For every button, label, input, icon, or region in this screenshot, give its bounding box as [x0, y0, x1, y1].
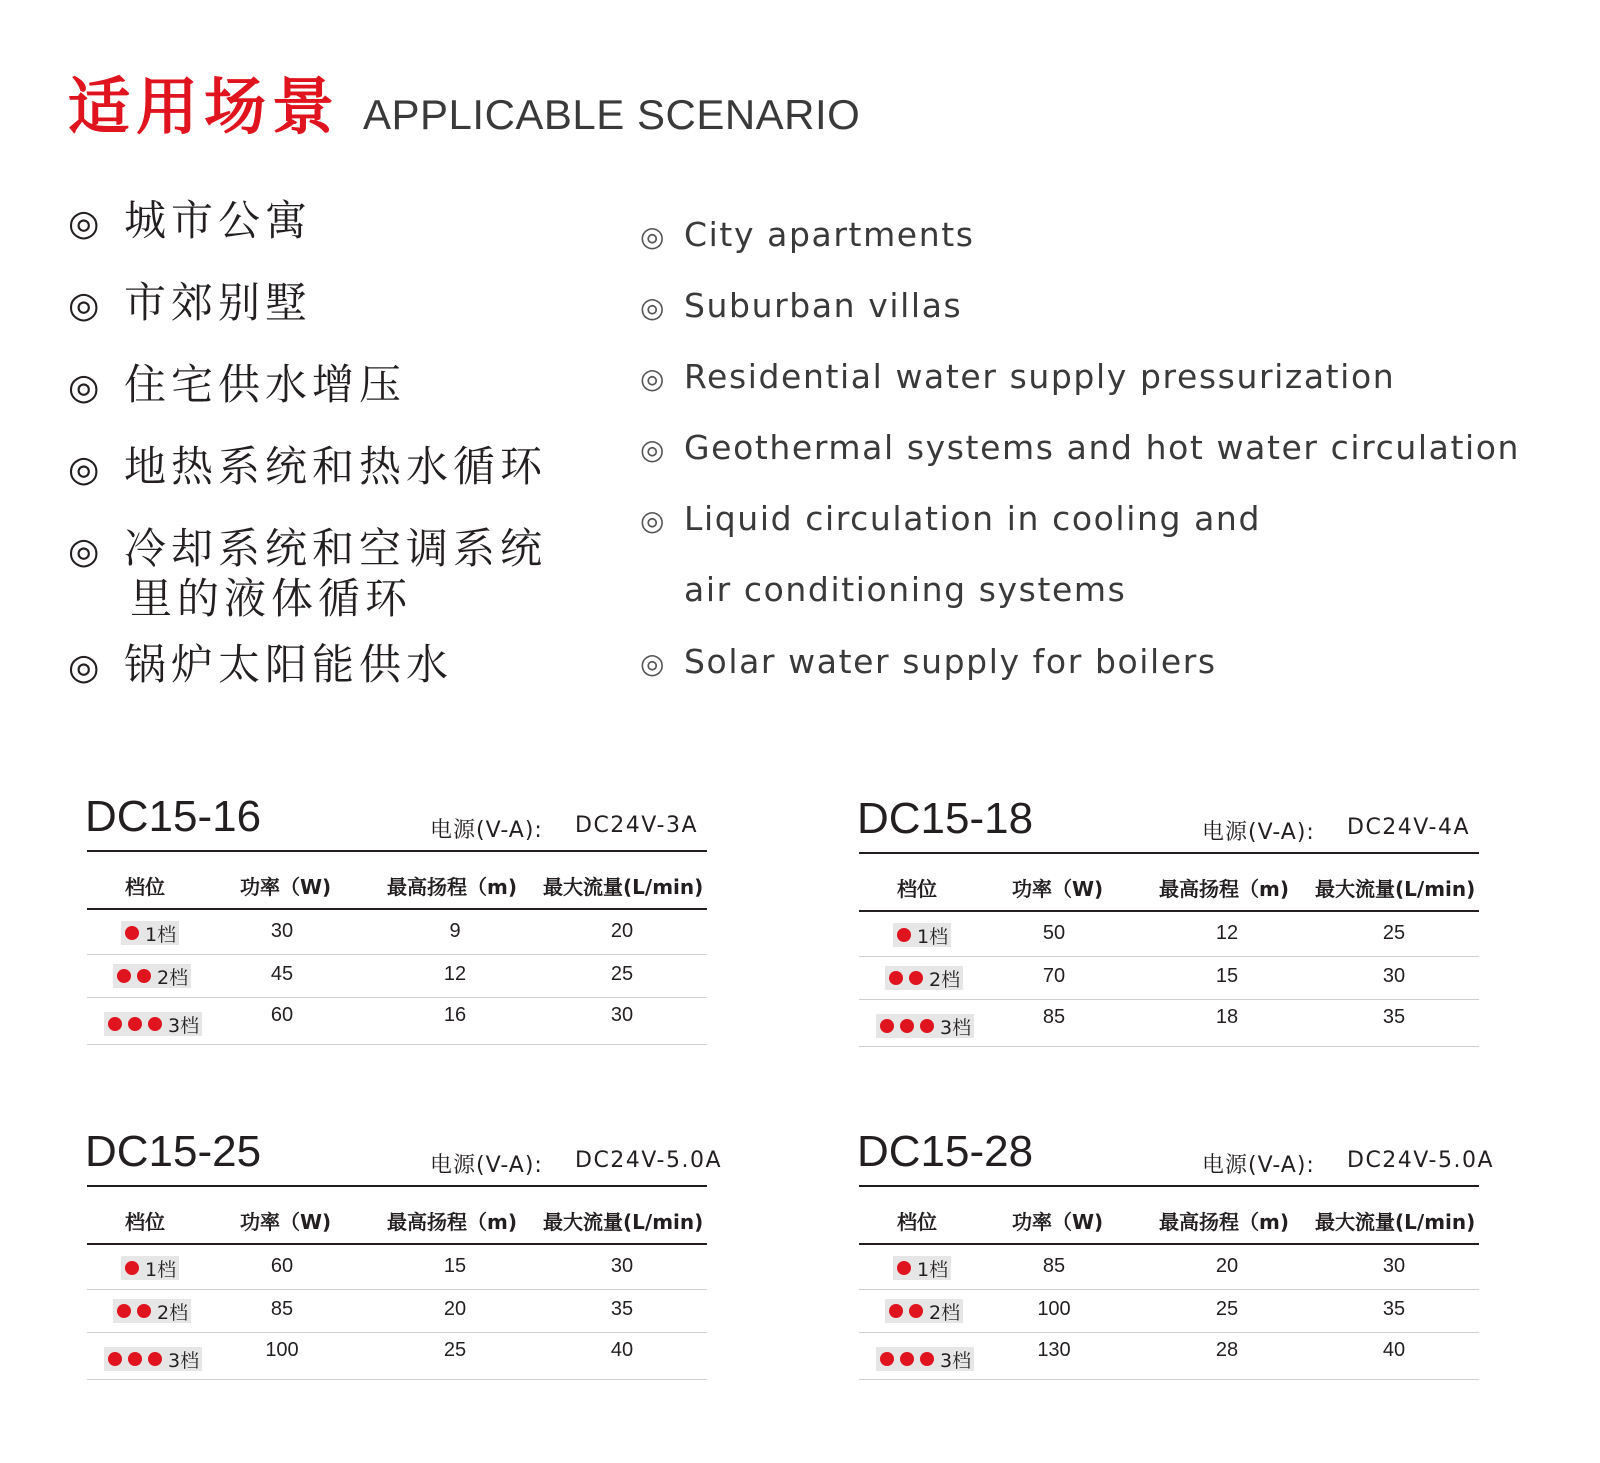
table-cell: 60 — [270, 1255, 294, 1277]
red-dot-icon — [897, 1261, 911, 1275]
circle-mark-icon: ◎ — [640, 220, 665, 253]
circle-mark-icon: ◎ — [640, 362, 665, 395]
gear-badge — [121, 921, 179, 945]
red-dot-icon — [900, 1019, 914, 1033]
red-dot-icon — [920, 1352, 934, 1366]
section-title-cn: 适用场景 — [68, 70, 341, 143]
gear-badge — [104, 1012, 202, 1036]
scenario-cn-item-cont — [130, 574, 412, 624]
table-cell: 25 — [1382, 922, 1406, 944]
table-cell: 20 — [1215, 1255, 1239, 1277]
scenario-cn-item — [68, 524, 547, 577]
table-cell: 85 — [270, 1298, 294, 1320]
scenario-en-label: Geothermal systems and hot water circulation — [684, 428, 1521, 467]
model-title: DC15-18 — [857, 794, 1034, 843]
model-title: DC15-16 — [85, 792, 262, 841]
table-row — [87, 1333, 707, 1380]
table-cell: 30 — [1382, 1255, 1406, 1277]
scenario-cn-label: 城市公寓 — [124, 196, 313, 245]
red-dot-icon — [137, 1304, 151, 1318]
table-cell: 30 — [610, 1255, 634, 1277]
table-cell: 25 — [610, 963, 634, 985]
table-cell: 15 — [1215, 965, 1239, 987]
scenario-en-item — [640, 428, 1520, 470]
table-cell: 50 — [1042, 922, 1066, 944]
red-dot-icon — [889, 971, 903, 985]
table-cell: 28 — [1215, 1339, 1239, 1361]
red-dot-icon — [909, 971, 923, 985]
table-row — [859, 1290, 1479, 1333]
circle-mark-icon: ◎ — [68, 203, 100, 244]
scenario-en-label: Suburban villas — [684, 286, 963, 325]
table-cell: 100 — [1037, 1298, 1071, 1320]
table-cell: 20 — [610, 920, 634, 942]
row-separator — [859, 1379, 1479, 1380]
table-cell: 25 — [1215, 1298, 1239, 1320]
gear-label: 1档 — [917, 925, 949, 948]
scenario-en-label: Residential water supply pressurization — [684, 357, 1396, 396]
scenario-en-item — [640, 215, 975, 257]
table-cell: 15 — [443, 1255, 467, 1277]
gear-label: 2档 — [929, 1301, 961, 1324]
table-row — [859, 1247, 1479, 1290]
scenario-en-label: Solar water supply for boilers — [684, 642, 1217, 681]
scenario-en-item — [640, 642, 1217, 684]
table-cell: 35 — [1382, 1006, 1406, 1028]
gear-badge — [893, 1256, 951, 1280]
power-value: DC24V-5.0A — [575, 1148, 723, 1173]
table-cell: 60 — [270, 1004, 294, 1026]
table-header-rule — [87, 1243, 707, 1245]
gear-label: 2档 — [157, 966, 189, 989]
table-row — [859, 1000, 1479, 1047]
table-header-cell: 最高扬程（m) — [1159, 1210, 1289, 1234]
table-cell: 40 — [610, 1339, 634, 1361]
table-header-cell: 档位 — [897, 877, 937, 901]
red-dot-icon — [148, 1352, 162, 1366]
scenario-en-label: City apartments — [684, 215, 975, 254]
table-header-cell: 最高扬程（m) — [387, 875, 517, 899]
scenario-cn-label: 住宅供水增压 — [124, 360, 407, 409]
table-header-rule — [859, 910, 1479, 912]
table-cell: 18 — [1215, 1006, 1239, 1028]
model-title: DC15-28 — [857, 1127, 1034, 1176]
gear-label: 3档 — [940, 1349, 972, 1372]
table-header-cell: 档位 — [125, 1210, 165, 1234]
table-cell: 9 — [449, 920, 461, 942]
row-separator — [859, 1046, 1479, 1047]
table-header-cell: 最大流量(L/min) — [1315, 1210, 1476, 1234]
scenario-cn-item — [68, 278, 312, 331]
scenario-cn-item — [68, 196, 312, 249]
table-header-cell: 档位 — [125, 875, 165, 899]
table-header-cell: 功率（W) — [240, 1210, 332, 1234]
table-cell: 30 — [270, 920, 294, 942]
scenario-cn-item — [68, 360, 406, 413]
section-title-en: APPLICABLE SCENARIO — [363, 91, 861, 138]
table-row — [87, 998, 707, 1045]
circle-mark-icon: ◎ — [68, 647, 100, 688]
red-dot-icon — [909, 1304, 923, 1318]
scenario-en-label: air conditioning systems — [684, 570, 1127, 609]
scenario-cn-label: 里的液体循环 — [130, 574, 413, 623]
model-title: DC15-25 — [85, 1127, 262, 1176]
gear-badge — [121, 1256, 179, 1280]
scenario-cn-label: 锅炉太阳能供水 — [124, 640, 454, 689]
red-dot-icon — [128, 1017, 142, 1031]
table-cell: 45 — [270, 963, 294, 985]
table-header-cell: 最高扬程（m) — [387, 1210, 517, 1234]
table-cell: 70 — [1042, 965, 1066, 987]
circle-mark-icon: ◎ — [640, 647, 665, 680]
table-header-rule — [87, 908, 707, 910]
red-dot-icon — [889, 1304, 903, 1318]
red-dot-icon — [880, 1019, 894, 1033]
table-cell: 25 — [443, 1339, 467, 1361]
red-dot-icon — [108, 1017, 122, 1031]
power-value: DC24V-3A — [575, 813, 699, 838]
red-dot-icon — [137, 969, 151, 983]
gear-label: 1档 — [145, 923, 177, 946]
table-row — [87, 912, 707, 955]
red-dot-icon — [117, 969, 131, 983]
table-cell: 85 — [1042, 1006, 1066, 1028]
red-dot-icon — [117, 1304, 131, 1318]
red-dot-icon — [128, 1352, 142, 1366]
circle-mark-icon: ◎ — [68, 531, 100, 572]
circle-mark-icon: ◎ — [640, 291, 665, 324]
table-cell: 35 — [610, 1298, 634, 1320]
table-cell: 100 — [265, 1339, 299, 1361]
red-dot-icon — [148, 1017, 162, 1031]
table-cell: 130 — [1037, 1339, 1071, 1361]
gear-label: 3档 — [168, 1349, 200, 1372]
scenario-cn-label: 冷却系统和空调系统 — [124, 524, 548, 573]
gear-badge — [104, 1347, 202, 1371]
power-label: 电源(V-A): — [1202, 1153, 1315, 1178]
table-header-cell: 功率（W) — [1012, 877, 1104, 901]
scenario-cn-label: 地热系统和热水循环 — [124, 442, 548, 491]
gear-label: 2档 — [929, 968, 961, 991]
table-top-rule — [859, 852, 1479, 854]
gear-badge — [876, 1014, 974, 1038]
red-dot-icon — [897, 928, 911, 942]
table-cell: 30 — [1382, 965, 1406, 987]
gear-badge — [876, 1347, 974, 1371]
gear-badge — [885, 966, 963, 990]
gear-label: 2档 — [157, 1301, 189, 1324]
table-top-rule — [87, 1185, 707, 1187]
table-header-cell: 最大流量(L/min) — [1315, 877, 1476, 901]
scenario-cn-label: 市郊别墅 — [124, 278, 313, 327]
table-cell: 30 — [610, 1004, 634, 1026]
red-dot-icon — [920, 1019, 934, 1033]
circle-mark-icon: ◎ — [640, 504, 665, 537]
red-dot-icon — [108, 1352, 122, 1366]
table-header-cell: 最高扬程（m) — [1159, 877, 1289, 901]
table-row — [859, 957, 1479, 1000]
scenario-en-item-cont — [684, 570, 1126, 610]
row-separator — [87, 1044, 707, 1045]
red-dot-icon — [125, 926, 139, 940]
circle-mark-icon: ◎ — [640, 433, 665, 466]
table-header-cell: 功率（W) — [1012, 1210, 1104, 1234]
table-row — [87, 1247, 707, 1290]
scenario-cn-item — [68, 442, 547, 495]
red-dot-icon — [125, 1261, 139, 1275]
table-row — [859, 914, 1479, 957]
table-cell: 40 — [1382, 1339, 1406, 1361]
table-cell: 20 — [443, 1298, 467, 1320]
power-value: DC24V-5.0A — [1347, 1148, 1495, 1173]
table-row — [859, 1333, 1479, 1380]
power-value: DC24V-4A — [1347, 815, 1471, 840]
gear-badge — [113, 964, 191, 988]
table-cell: 35 — [1382, 1298, 1406, 1320]
circle-mark-icon: ◎ — [68, 285, 100, 326]
power-label: 电源(V-A): — [1202, 820, 1315, 845]
circle-mark-icon: ◎ — [68, 449, 100, 490]
gear-badge — [885, 1299, 963, 1323]
scenario-en-label: Liquid circulation in cooling and — [684, 499, 1261, 538]
scenario-en-item — [640, 357, 1395, 399]
gear-badge — [893, 923, 951, 947]
power-label: 电源(V-A): — [430, 1153, 543, 1178]
table-header-cell: 最大流量(L/min) — [543, 1210, 704, 1234]
row-separator — [87, 1379, 707, 1380]
gear-badge — [113, 1299, 191, 1323]
table-header-cell: 最大流量(L/min) — [543, 875, 704, 899]
scenario-cn-item — [68, 640, 453, 693]
circle-mark-icon: ◎ — [68, 367, 100, 408]
table-cell: 12 — [443, 963, 467, 985]
gear-label: 1档 — [917, 1258, 949, 1281]
table-row — [87, 1290, 707, 1333]
power-label: 电源(V-A): — [430, 818, 543, 843]
table-cell: 12 — [1215, 922, 1239, 944]
table-top-rule — [859, 1185, 1479, 1187]
red-dot-icon — [900, 1352, 914, 1366]
table-cell: 16 — [443, 1004, 467, 1026]
scenario-en-item — [640, 286, 962, 328]
table-header-cell: 档位 — [897, 1210, 937, 1234]
table-header-rule — [859, 1243, 1479, 1245]
table-cell: 85 — [1042, 1255, 1066, 1277]
table-header-cell: 功率（W) — [240, 875, 332, 899]
gear-label: 1档 — [145, 1258, 177, 1281]
gear-label: 3档 — [168, 1014, 200, 1037]
table-row — [87, 955, 707, 998]
scenario-en-item — [640, 499, 1261, 541]
red-dot-icon — [880, 1352, 894, 1366]
gear-label: 3档 — [940, 1016, 972, 1039]
table-top-rule — [87, 850, 707, 852]
